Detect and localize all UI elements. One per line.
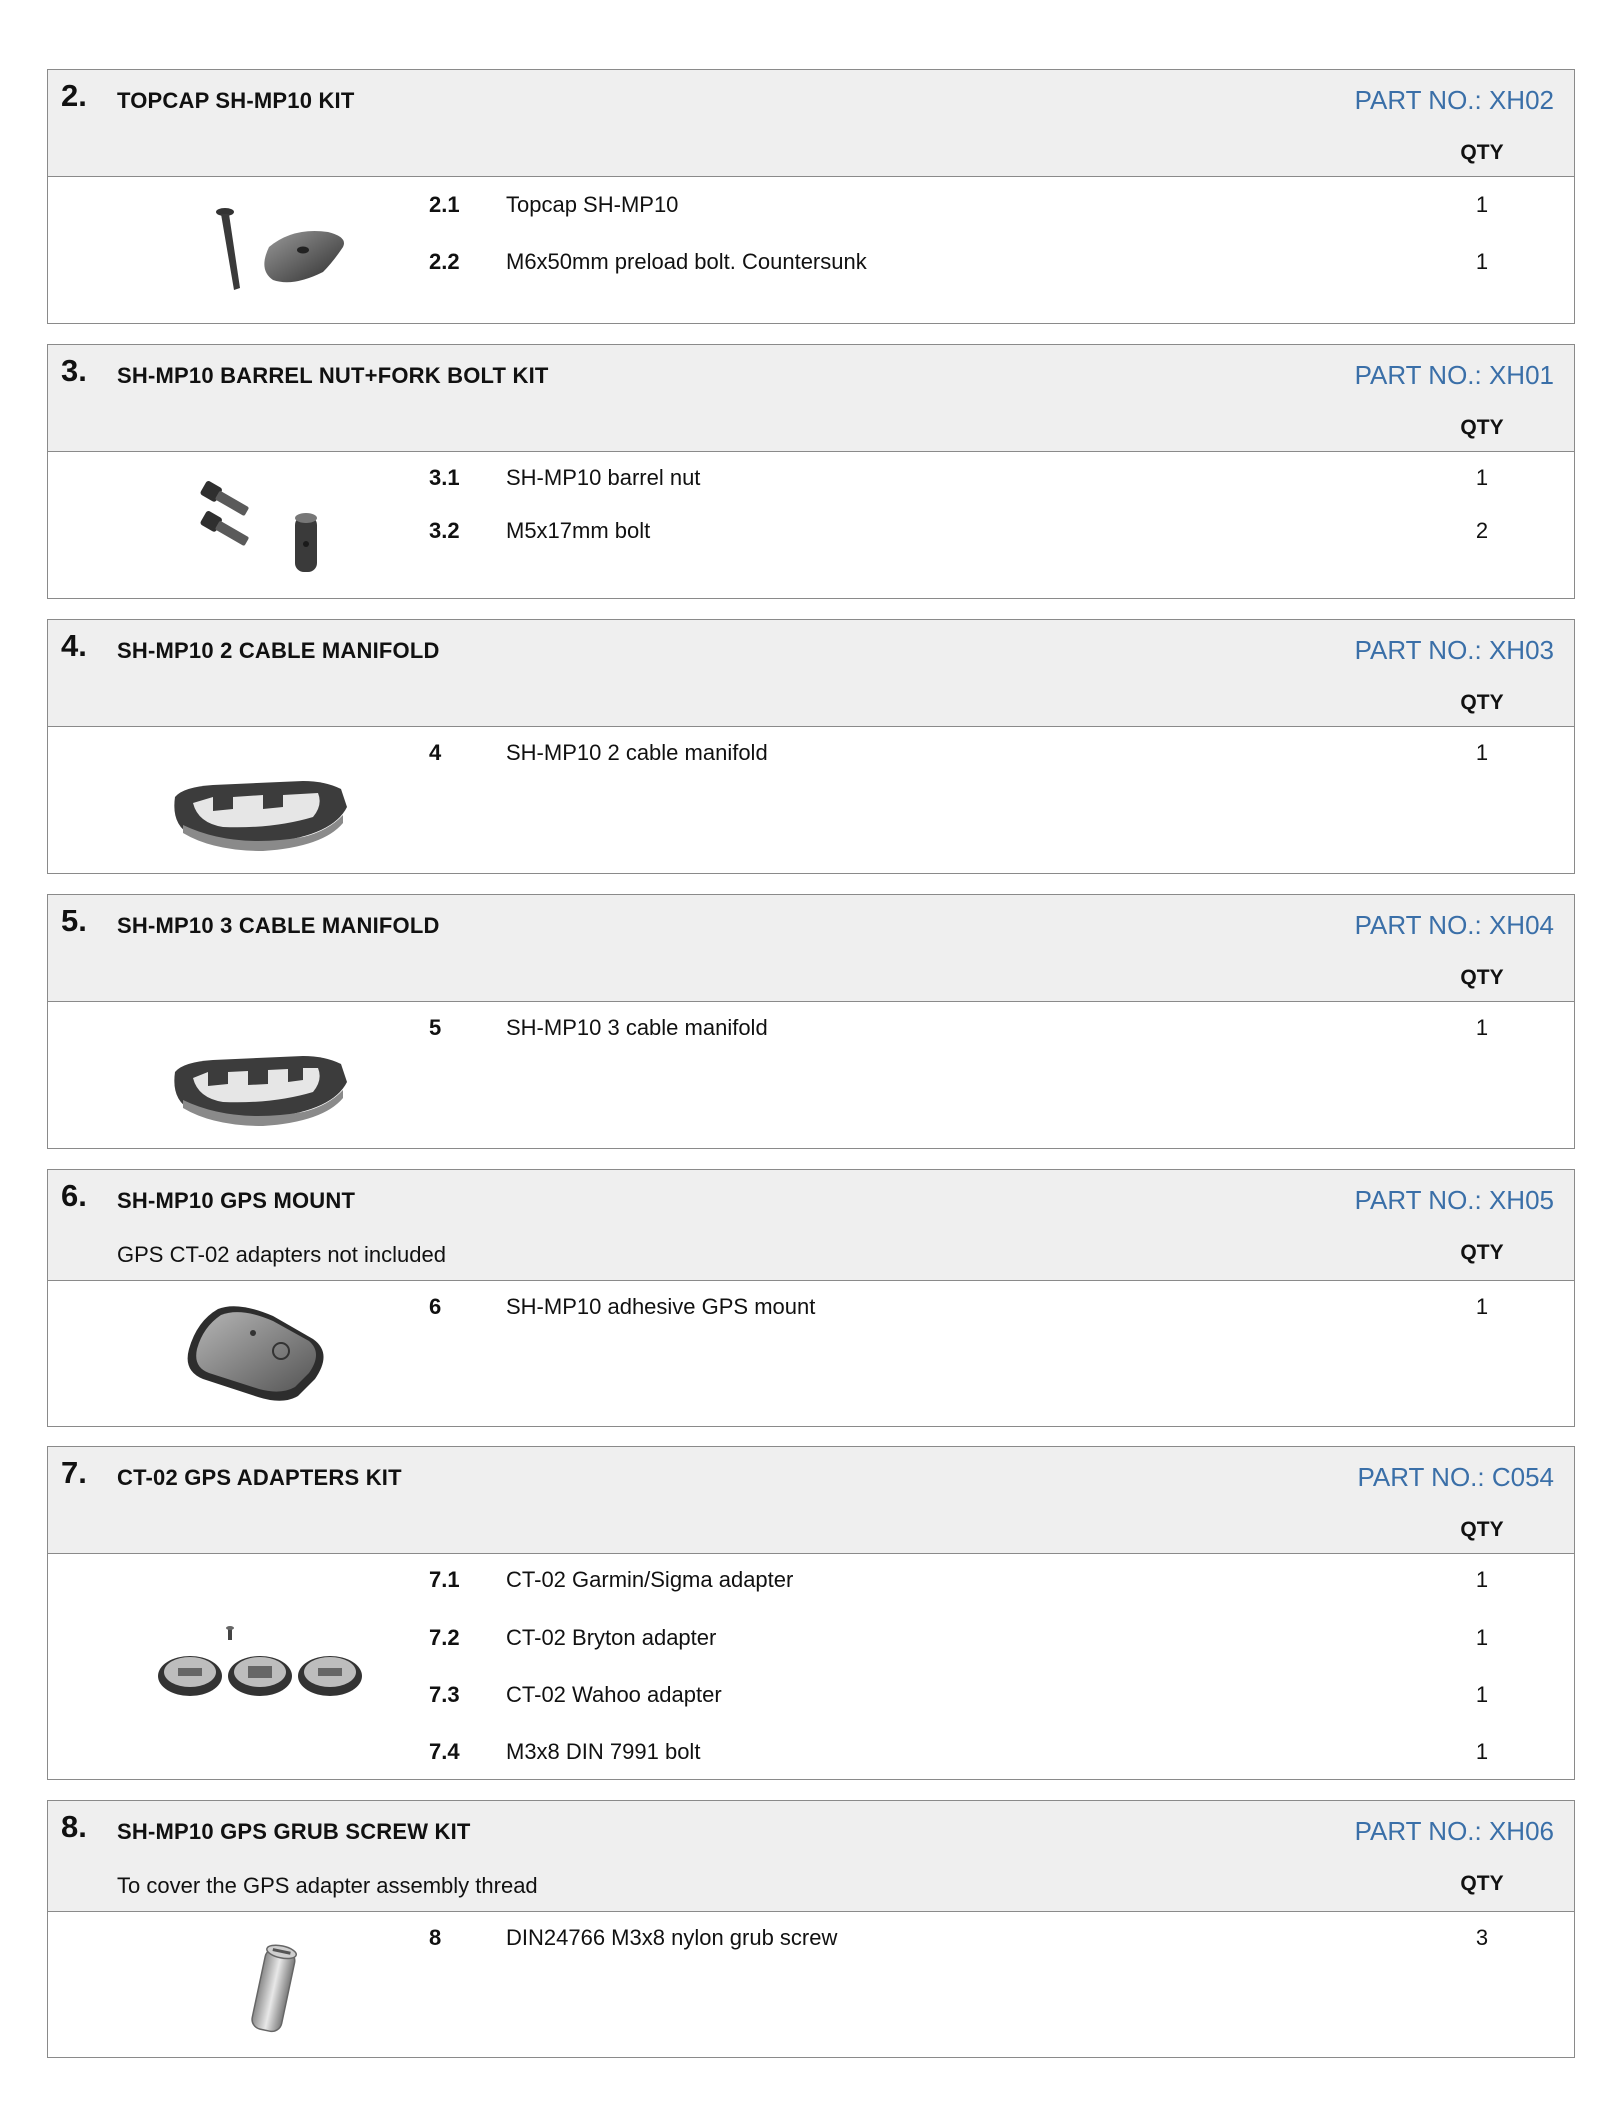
kit-header — [48, 1801, 1574, 1912]
item-description: SH-MP10 adhesive GPS mount — [506, 1294, 816, 1319]
item-qty: 1 — [1475, 1682, 1489, 1707]
item-description: M6x50mm preload bolt. Countersunk — [506, 249, 867, 274]
kit-title: SH-MP10 BARREL NUT+FORK BOLT KIT — [117, 363, 549, 388]
list-item — [48, 457, 1574, 497]
item-description: DIN24766 M3x8 nylon grub screw — [506, 1925, 838, 1950]
list-item — [48, 1731, 1574, 1771]
item-description: CT-02 Wahoo adapter — [506, 1682, 722, 1707]
cable-manifold-icon — [153, 1042, 353, 1142]
kit-title: SH-MP10 3 CABLE MANIFOLD — [117, 913, 440, 938]
kit-title: CT-02 GPS ADAPTERS KIT — [117, 1465, 402, 1490]
item-qty: 3 — [1475, 1925, 1489, 1950]
qty-header: QTY — [1460, 691, 1504, 714]
item-code: 7.4 — [429, 1739, 460, 1764]
list-item — [48, 1007, 1574, 1047]
kit-number: 2. — [61, 78, 87, 113]
item-qty: 1 — [1475, 1739, 1489, 1764]
item-description: SH-MP10 barrel nut — [506, 465, 701, 490]
item-code: 7.2 — [429, 1625, 460, 1650]
kit-header — [48, 70, 1574, 177]
kit-section-4 — [47, 619, 1575, 874]
kit-section-7 — [47, 1446, 1575, 1780]
item-description: CT-02 Garmin/Sigma adapter — [506, 1567, 794, 1592]
qty-header: QTY — [1460, 1518, 1504, 1541]
qty-header: QTY — [1460, 141, 1504, 164]
item-qty: 1 — [1475, 1294, 1489, 1319]
cable-manifold-icon — [153, 767, 353, 867]
kit-title: SH-MP10 2 CABLE MANIFOLD — [117, 638, 440, 663]
item-description: SH-MP10 2 cable manifold — [506, 740, 768, 765]
item-code: 4 — [429, 740, 442, 765]
kit-number: 6. — [61, 1178, 87, 1213]
kit-number: 5. — [61, 903, 87, 938]
list-item — [48, 732, 1574, 772]
part-number: PART NO.: XH02 — [1354, 85, 1554, 115]
list-item — [48, 1286, 1574, 1326]
kit-section-6 — [47, 1169, 1575, 1427]
list-item — [48, 1674, 1574, 1714]
part-number: PART NO.: XH03 — [1354, 635, 1554, 665]
list-item — [48, 1617, 1574, 1657]
item-description: M3x8 DIN 7991 bolt — [506, 1739, 701, 1764]
item-description: CT-02 Bryton adapter — [506, 1625, 717, 1650]
kit-title: SH-MP10 GPS GRUB SCREW KIT — [117, 1819, 471, 1844]
kit-section-3 — [47, 344, 1575, 599]
item-qty: 1 — [1475, 1015, 1489, 1040]
part-number: PART NO.: XH01 — [1354, 360, 1554, 390]
item-qty: 1 — [1475, 465, 1489, 490]
list-item — [48, 241, 1574, 281]
kit-header — [48, 345, 1574, 452]
qty-header: QTY — [1460, 1872, 1504, 1895]
item-description: SH-MP10 3 cable manifold — [506, 1015, 768, 1040]
item-qty: 1 — [1475, 1567, 1489, 1592]
list-item — [48, 510, 1574, 550]
item-code: 3.1 — [429, 465, 460, 490]
item-qty: 1 — [1475, 740, 1489, 765]
kit-subtitle: To cover the GPS adapter assembly thread — [117, 1873, 538, 1898]
qty-header: QTY — [1460, 966, 1504, 989]
kit-section-5 — [47, 894, 1575, 1149]
part-number: PART NO.: XH05 — [1354, 1185, 1554, 1215]
item-qty: 1 — [1475, 249, 1489, 274]
kit-number: 8. — [61, 1809, 87, 1844]
item-code: 6 — [429, 1294, 442, 1319]
list-item — [48, 1917, 1574, 1957]
kit-section-2 — [47, 69, 1575, 324]
part-number: PART NO.: XH06 — [1354, 1816, 1554, 1846]
item-code: 3.2 — [429, 518, 460, 543]
list-item — [48, 1559, 1574, 1599]
item-code: 2.2 — [429, 249, 460, 274]
kit-subtitle: GPS CT-02 adapters not included — [117, 1242, 446, 1267]
kit-section-8 — [47, 1800, 1575, 2058]
part-number: PART NO.: XH04 — [1354, 910, 1554, 940]
kit-title: TOPCAP SH-MP10 KIT — [117, 88, 355, 113]
item-description: Topcap SH-MP10 — [506, 192, 679, 217]
item-description: M5x17mm bolt — [506, 518, 651, 543]
qty-header: QTY — [1460, 416, 1504, 439]
kit-number: 7. — [61, 1455, 87, 1490]
item-code: 7.1 — [429, 1567, 460, 1592]
kit-title: SH-MP10 GPS MOUNT — [117, 1188, 356, 1213]
item-qty: 1 — [1475, 192, 1489, 217]
item-code: 7.3 — [429, 1682, 460, 1707]
list-item — [48, 184, 1574, 224]
item-code: 2.1 — [429, 192, 460, 217]
item-qty: 2 — [1475, 518, 1489, 543]
part-number: PART NO.: C054 — [1357, 1462, 1554, 1492]
item-code: 8 — [429, 1925, 442, 1950]
item-qty: 1 — [1475, 1625, 1489, 1650]
item-code: 5 — [429, 1015, 442, 1040]
qty-header: QTY — [1460, 1241, 1504, 1264]
kit-number: 3. — [61, 353, 87, 388]
kit-number: 4. — [61, 628, 87, 663]
kit-header — [48, 620, 1574, 727]
kit-header — [48, 1447, 1574, 1554]
kit-header — [48, 1170, 1574, 1281]
kit-header — [48, 895, 1574, 1002]
